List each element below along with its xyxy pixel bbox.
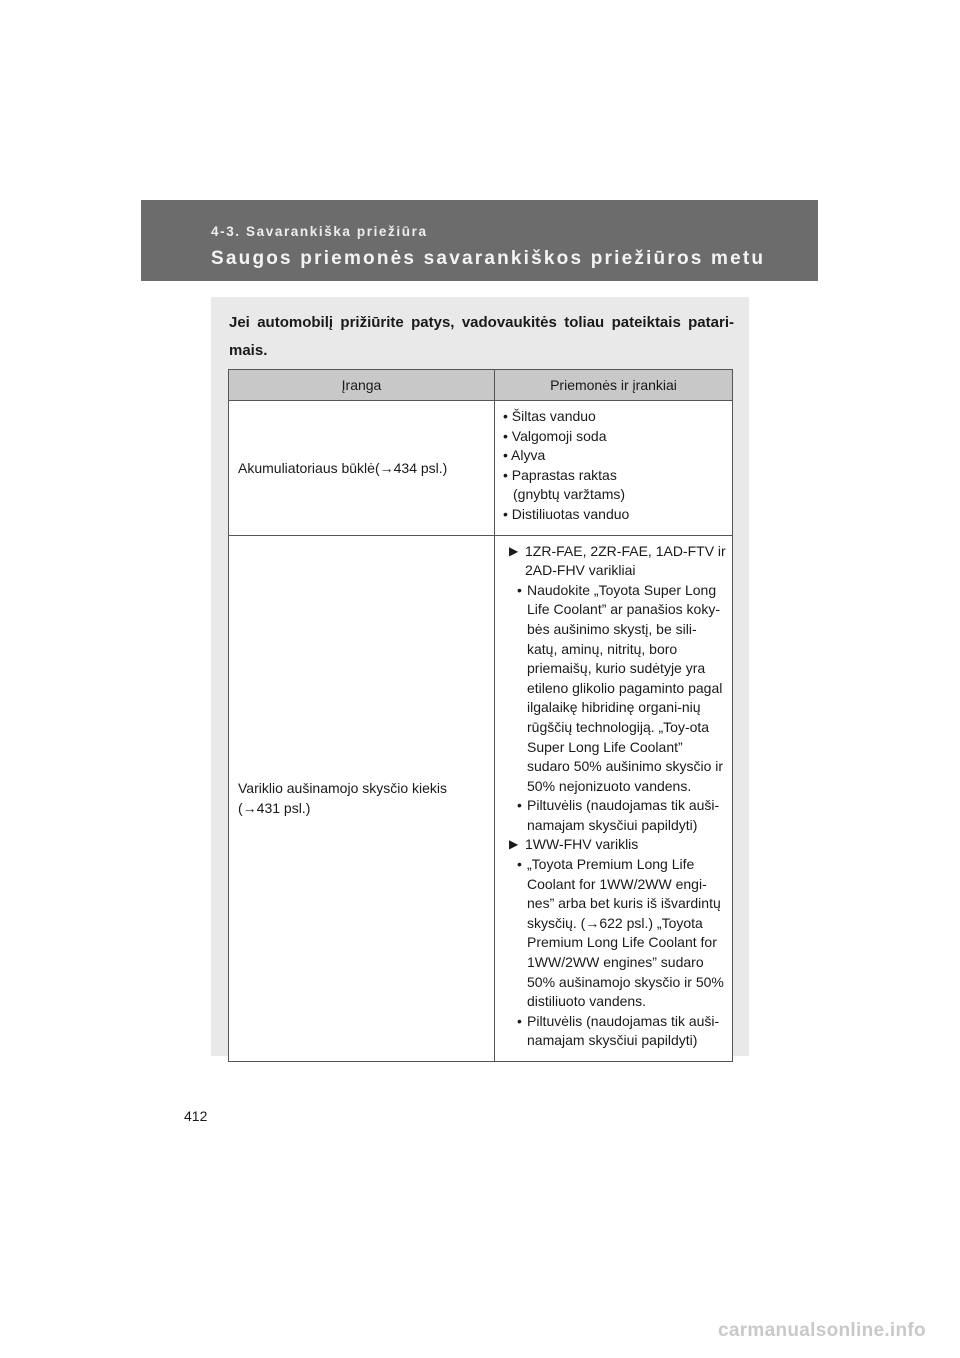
bullet-icon: • [517, 581, 522, 598]
list-item-text: Naudokite „Toyota Super Long Life Coolant” ar panašios koky-bės aušinimo skystį, be sili-katų, aminų, nitritų, boro priemaišų, kurio sudėtyje yra etileno glikolio pagaminto pagal ilgalaikę hibridinę organi-nių rūgščių technologiją. „Toy-ota Super Long Life Coolant” sudaro 50% aušinimo skysčio ir 50% nejonizuoto vandens. [527, 581, 724, 794]
table-cell-equipment: Akumuliatoriaus būklė(→434 psl.) [229, 401, 495, 536]
section-label: 4-3. Savarankiška priežiūra [211, 224, 428, 239]
bullet-icon: • [517, 1012, 522, 1029]
table-cell-equipment [229, 535, 495, 1061]
bullet-icon: • [517, 856, 522, 873]
triangle-right-icon: ▶ [509, 837, 519, 852]
page-title: Saugos priemonės savarankiškos priežiūros metu [211, 248, 766, 269]
list-item-text: Piltuvėlis (naudojamas tik auši-namajam skysčiui papildyti) [527, 797, 720, 833]
intro-text: Jei automobilį prižiūrite patys, vadovaukitės toliau pateiktais patari-mais. [229, 314, 734, 359]
list-item: • Paprastas raktas [503, 466, 617, 483]
equipment-table [228, 369, 733, 1062]
list-item: (gnybtų varžtams) [513, 486, 626, 503]
list-item-text: „Toyota Premium Long Life Coolant for 1WW/2WW engi-nes” arba bet kuris iš išvardintų skysčių. (→622 psl.) „Toyota Premium Long Life Coolant for 1WW/2WW engines” sudaro 50% aušinamojo skysčio ir 50% distiliuoto vandens. [527, 856, 724, 1010]
engine-heading [509, 835, 726, 855]
list-item: • Valgomoji soda [503, 427, 607, 444]
watermark-link[interactable]: carmanualsonline.info [718, 1320, 926, 1341]
bullet-icon: • [517, 797, 522, 814]
list-item: • Distiliuotas vanduo [503, 505, 630, 522]
column-header-tools: Priemonės ir įrankiai [495, 370, 733, 401]
table-header-row [229, 370, 733, 401]
engine-label: 1ZR-FAE, 2ZR-FAE, 1AD-FTV ir 2AD-FHV varikliai [525, 542, 726, 579]
list-item-text: Piltuvėlis (naudojamas tik auši-namajam skysčiui papildyti) [527, 1012, 720, 1049]
table-cell-tools [495, 535, 733, 1061]
page-number: 412 [184, 1108, 208, 1124]
list-item [517, 1012, 726, 1051]
list-item [517, 796, 726, 835]
table-row [229, 401, 733, 536]
list-item [517, 581, 726, 797]
engine-label: 1WW-FHV variklis [525, 836, 639, 853]
cell-text: (→431 psl.) [238, 800, 311, 817]
list-item: • Šiltas vanduo [503, 408, 596, 424]
list-item [517, 855, 726, 1012]
engine-heading [509, 542, 726, 581]
cell-text: Variklio aušinamojo skysčio kiekis [238, 780, 448, 797]
triangle-right-icon: ▶ [509, 543, 519, 558]
table-cell-tools [495, 401, 733, 536]
list-item: • Alyva [503, 447, 546, 464]
column-header-equipment: Įranga [229, 370, 495, 401]
section-header [141, 200, 818, 281]
table-row [229, 535, 733, 1061]
